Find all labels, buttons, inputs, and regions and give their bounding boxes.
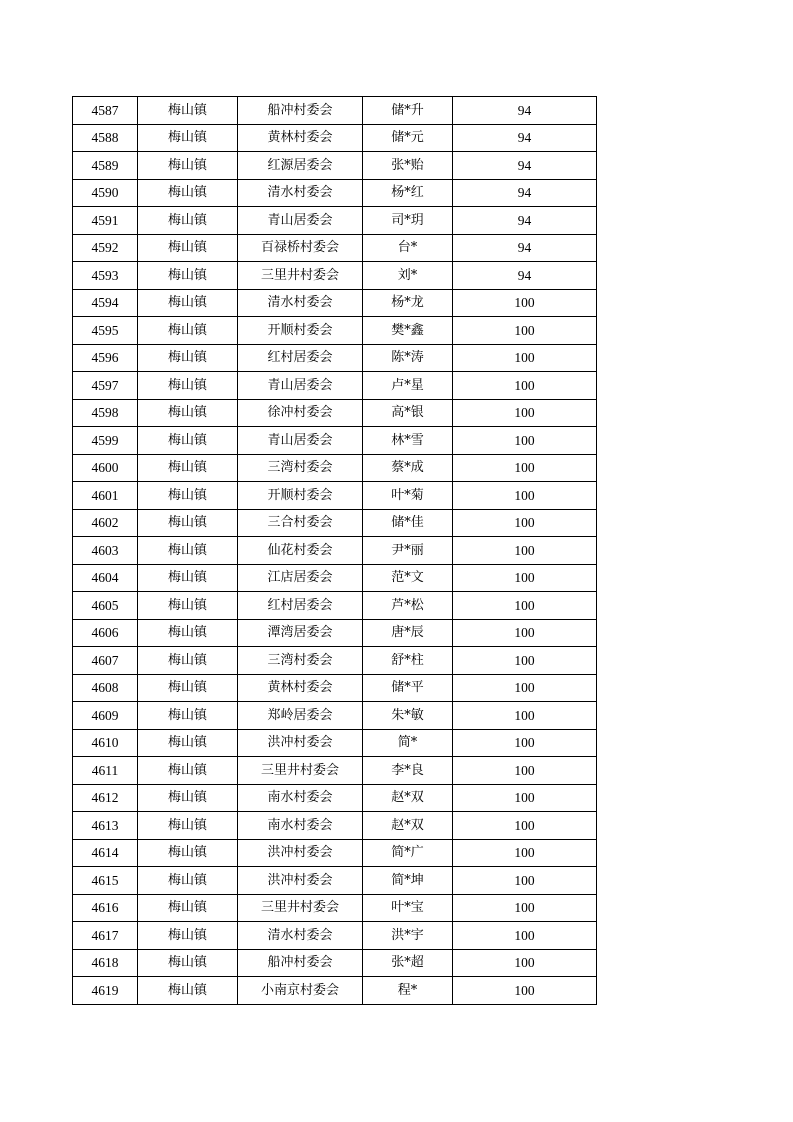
name-cell: 朱*敏 — [363, 702, 453, 730]
table-row — [73, 207, 597, 235]
table-row — [73, 922, 597, 950]
committee-cell: 船冲村委会 — [238, 949, 363, 977]
row-number-cell: 4615 — [73, 867, 138, 895]
table-row — [73, 867, 597, 895]
score-cell: 100 — [453, 454, 597, 482]
committee-cell: 郑岭居委会 — [238, 702, 363, 730]
committee-cell: 仙花村委会 — [238, 537, 363, 565]
town-cell: 梅山镇 — [138, 674, 238, 702]
score-cell: 100 — [453, 344, 597, 372]
committee-cell: 洪冲村委会 — [238, 839, 363, 867]
name-cell: 程* — [363, 977, 453, 1005]
row-number-cell: 4594 — [73, 289, 138, 317]
town-cell: 梅山镇 — [138, 454, 238, 482]
town-cell: 梅山镇 — [138, 867, 238, 895]
score-cell: 100 — [453, 702, 597, 730]
score-cell: 100 — [453, 647, 597, 675]
row-number-cell: 4611 — [73, 757, 138, 785]
score-cell: 100 — [453, 894, 597, 922]
town-cell: 梅山镇 — [138, 647, 238, 675]
name-cell: 储*平 — [363, 674, 453, 702]
table-row — [73, 977, 597, 1005]
table-row — [73, 317, 597, 345]
score-cell: 100 — [453, 592, 597, 620]
town-cell: 梅山镇 — [138, 97, 238, 125]
name-cell: 张*超 — [363, 949, 453, 977]
row-number-cell: 4612 — [73, 784, 138, 812]
table-row — [73, 592, 597, 620]
table-row — [73, 124, 597, 152]
table-row — [73, 619, 597, 647]
score-cell: 94 — [453, 207, 597, 235]
row-number-cell: 4601 — [73, 482, 138, 510]
town-cell: 梅山镇 — [138, 729, 238, 757]
town-cell: 梅山镇 — [138, 289, 238, 317]
score-cell: 100 — [453, 839, 597, 867]
committee-cell: 红源居委会 — [238, 152, 363, 180]
name-cell: 张*贻 — [363, 152, 453, 180]
name-cell: 杨*龙 — [363, 289, 453, 317]
name-cell: 叶*菊 — [363, 482, 453, 510]
score-cell: 100 — [453, 729, 597, 757]
committee-cell: 洪冲村委会 — [238, 729, 363, 757]
name-cell: 储*佳 — [363, 509, 453, 537]
town-cell: 梅山镇 — [138, 427, 238, 455]
score-cell: 100 — [453, 482, 597, 510]
row-number-cell: 4605 — [73, 592, 138, 620]
name-cell: 林*雪 — [363, 427, 453, 455]
committee-cell: 红村居委会 — [238, 344, 363, 372]
town-cell: 梅山镇 — [138, 812, 238, 840]
town-cell: 梅山镇 — [138, 839, 238, 867]
row-number-cell: 4591 — [73, 207, 138, 235]
town-cell: 梅山镇 — [138, 234, 238, 262]
table-row — [73, 537, 597, 565]
score-cell: 100 — [453, 537, 597, 565]
row-number-cell: 4603 — [73, 537, 138, 565]
committee-cell: 黄林村委会 — [238, 674, 363, 702]
town-cell: 梅山镇 — [138, 922, 238, 950]
committee-cell: 南水村委会 — [238, 812, 363, 840]
row-number-cell: 4619 — [73, 977, 138, 1005]
name-cell: 赵*双 — [363, 812, 453, 840]
row-number-cell: 4617 — [73, 922, 138, 950]
score-cell: 100 — [453, 674, 597, 702]
score-cell: 100 — [453, 619, 597, 647]
committee-cell: 三湾村委会 — [238, 647, 363, 675]
row-number-cell: 4592 — [73, 234, 138, 262]
committee-cell: 徐冲村委会 — [238, 399, 363, 427]
name-cell: 芦*松 — [363, 592, 453, 620]
table-row — [73, 509, 597, 537]
name-cell: 唐*辰 — [363, 619, 453, 647]
table-row — [73, 894, 597, 922]
table-row — [73, 372, 597, 400]
committee-cell: 黄林村委会 — [238, 124, 363, 152]
town-cell: 梅山镇 — [138, 564, 238, 592]
town-cell: 梅山镇 — [138, 592, 238, 620]
table-row — [73, 234, 597, 262]
score-cell: 100 — [453, 949, 597, 977]
committee-cell: 青山居委会 — [238, 207, 363, 235]
table-row — [73, 674, 597, 702]
table-row — [73, 152, 597, 180]
name-cell: 蔡*成 — [363, 454, 453, 482]
town-cell: 梅山镇 — [138, 399, 238, 427]
name-cell: 简*广 — [363, 839, 453, 867]
table-row — [73, 729, 597, 757]
table-row — [73, 482, 597, 510]
name-cell: 洪*宇 — [363, 922, 453, 950]
town-cell: 梅山镇 — [138, 262, 238, 290]
name-cell: 刘* — [363, 262, 453, 290]
name-cell: 李*良 — [363, 757, 453, 785]
score-cell: 100 — [453, 867, 597, 895]
score-cell: 100 — [453, 784, 597, 812]
score-cell: 100 — [453, 812, 597, 840]
table-row — [73, 179, 597, 207]
score-cell: 94 — [453, 234, 597, 262]
committee-cell: 青山居委会 — [238, 427, 363, 455]
town-cell: 梅山镇 — [138, 977, 238, 1005]
town-cell: 梅山镇 — [138, 537, 238, 565]
town-cell: 梅山镇 — [138, 949, 238, 977]
town-cell: 梅山镇 — [138, 784, 238, 812]
score-cell: 100 — [453, 289, 597, 317]
committee-cell: 南水村委会 — [238, 784, 363, 812]
table-row — [73, 812, 597, 840]
score-cell: 94 — [453, 179, 597, 207]
name-cell: 樊*鑫 — [363, 317, 453, 345]
name-cell: 高*银 — [363, 399, 453, 427]
name-cell: 杨*红 — [363, 179, 453, 207]
score-cell: 94 — [453, 97, 597, 125]
name-cell: 范*文 — [363, 564, 453, 592]
committee-cell: 清水村委会 — [238, 922, 363, 950]
row-number-cell: 4614 — [73, 839, 138, 867]
name-cell: 卢*星 — [363, 372, 453, 400]
score-cell: 100 — [453, 399, 597, 427]
table-row — [73, 262, 597, 290]
committee-cell: 洪冲村委会 — [238, 867, 363, 895]
table-row — [73, 454, 597, 482]
table-row — [73, 839, 597, 867]
table-row — [73, 702, 597, 730]
row-number-cell: 4588 — [73, 124, 138, 152]
town-cell: 梅山镇 — [138, 344, 238, 372]
table-row — [73, 757, 597, 785]
committee-cell: 三里井村委会 — [238, 894, 363, 922]
score-cell: 100 — [453, 317, 597, 345]
name-cell: 叶*宝 — [363, 894, 453, 922]
town-cell: 梅山镇 — [138, 152, 238, 180]
town-cell: 梅山镇 — [138, 179, 238, 207]
table-row — [73, 97, 597, 125]
row-number-cell: 4613 — [73, 812, 138, 840]
score-cell: 100 — [453, 977, 597, 1005]
row-number-cell: 4600 — [73, 454, 138, 482]
committee-cell: 三里井村委会 — [238, 757, 363, 785]
score-cell: 100 — [453, 564, 597, 592]
row-number-cell: 4598 — [73, 399, 138, 427]
score-cell: 94 — [453, 124, 597, 152]
score-cell: 100 — [453, 427, 597, 455]
committee-cell: 船冲村委会 — [238, 97, 363, 125]
committee-cell: 潭湾居委会 — [238, 619, 363, 647]
name-cell: 简*坤 — [363, 867, 453, 895]
score-cell: 94 — [453, 152, 597, 180]
row-number-cell: 4596 — [73, 344, 138, 372]
committee-cell: 三湾村委会 — [238, 454, 363, 482]
row-number-cell: 4610 — [73, 729, 138, 757]
row-number-cell: 4589 — [73, 152, 138, 180]
name-cell: 舒*柱 — [363, 647, 453, 675]
committee-cell: 清水村委会 — [238, 289, 363, 317]
town-cell: 梅山镇 — [138, 372, 238, 400]
table-row — [73, 344, 597, 372]
committee-cell: 清水村委会 — [238, 179, 363, 207]
row-number-cell: 4604 — [73, 564, 138, 592]
row-number-cell: 4609 — [73, 702, 138, 730]
town-cell: 梅山镇 — [138, 894, 238, 922]
score-cell: 100 — [453, 757, 597, 785]
town-cell: 梅山镇 — [138, 509, 238, 537]
table-row — [73, 399, 597, 427]
row-number-cell: 4606 — [73, 619, 138, 647]
score-cell: 94 — [453, 262, 597, 290]
committee-cell: 小南京村委会 — [238, 977, 363, 1005]
row-number-cell: 4618 — [73, 949, 138, 977]
name-cell: 赵*双 — [363, 784, 453, 812]
town-cell: 梅山镇 — [138, 124, 238, 152]
score-cell: 100 — [453, 372, 597, 400]
town-cell: 梅山镇 — [138, 702, 238, 730]
name-cell: 尹*丽 — [363, 537, 453, 565]
row-number-cell: 4599 — [73, 427, 138, 455]
name-cell: 简* — [363, 729, 453, 757]
committee-cell: 开顺村委会 — [238, 317, 363, 345]
data-table — [72, 96, 597, 1005]
table-body — [73, 97, 597, 1005]
name-cell: 储*升 — [363, 97, 453, 125]
row-number-cell: 4602 — [73, 509, 138, 537]
row-number-cell: 4608 — [73, 674, 138, 702]
name-cell: 储*元 — [363, 124, 453, 152]
row-number-cell: 4593 — [73, 262, 138, 290]
town-cell: 梅山镇 — [138, 207, 238, 235]
committee-cell: 红村居委会 — [238, 592, 363, 620]
table-row — [73, 564, 597, 592]
town-cell: 梅山镇 — [138, 619, 238, 647]
table-row — [73, 289, 597, 317]
committee-cell: 三里井村委会 — [238, 262, 363, 290]
name-cell: 台* — [363, 234, 453, 262]
table-row — [73, 784, 597, 812]
score-cell: 100 — [453, 922, 597, 950]
town-cell: 梅山镇 — [138, 317, 238, 345]
name-cell: 司*玥 — [363, 207, 453, 235]
table-row — [73, 949, 597, 977]
row-number-cell: 4590 — [73, 179, 138, 207]
committee-cell: 百禄桥村委会 — [238, 234, 363, 262]
committee-cell: 开顺村委会 — [238, 482, 363, 510]
town-cell: 梅山镇 — [138, 757, 238, 785]
town-cell: 梅山镇 — [138, 482, 238, 510]
row-number-cell: 4607 — [73, 647, 138, 675]
committee-cell: 江店居委会 — [238, 564, 363, 592]
table-row — [73, 427, 597, 455]
score-cell: 100 — [453, 509, 597, 537]
row-number-cell: 4595 — [73, 317, 138, 345]
table-row — [73, 647, 597, 675]
row-number-cell: 4616 — [73, 894, 138, 922]
committee-cell: 青山居委会 — [238, 372, 363, 400]
row-number-cell: 4597 — [73, 372, 138, 400]
committee-cell: 三合村委会 — [238, 509, 363, 537]
name-cell: 陈*涛 — [363, 344, 453, 372]
row-number-cell: 4587 — [73, 97, 138, 125]
